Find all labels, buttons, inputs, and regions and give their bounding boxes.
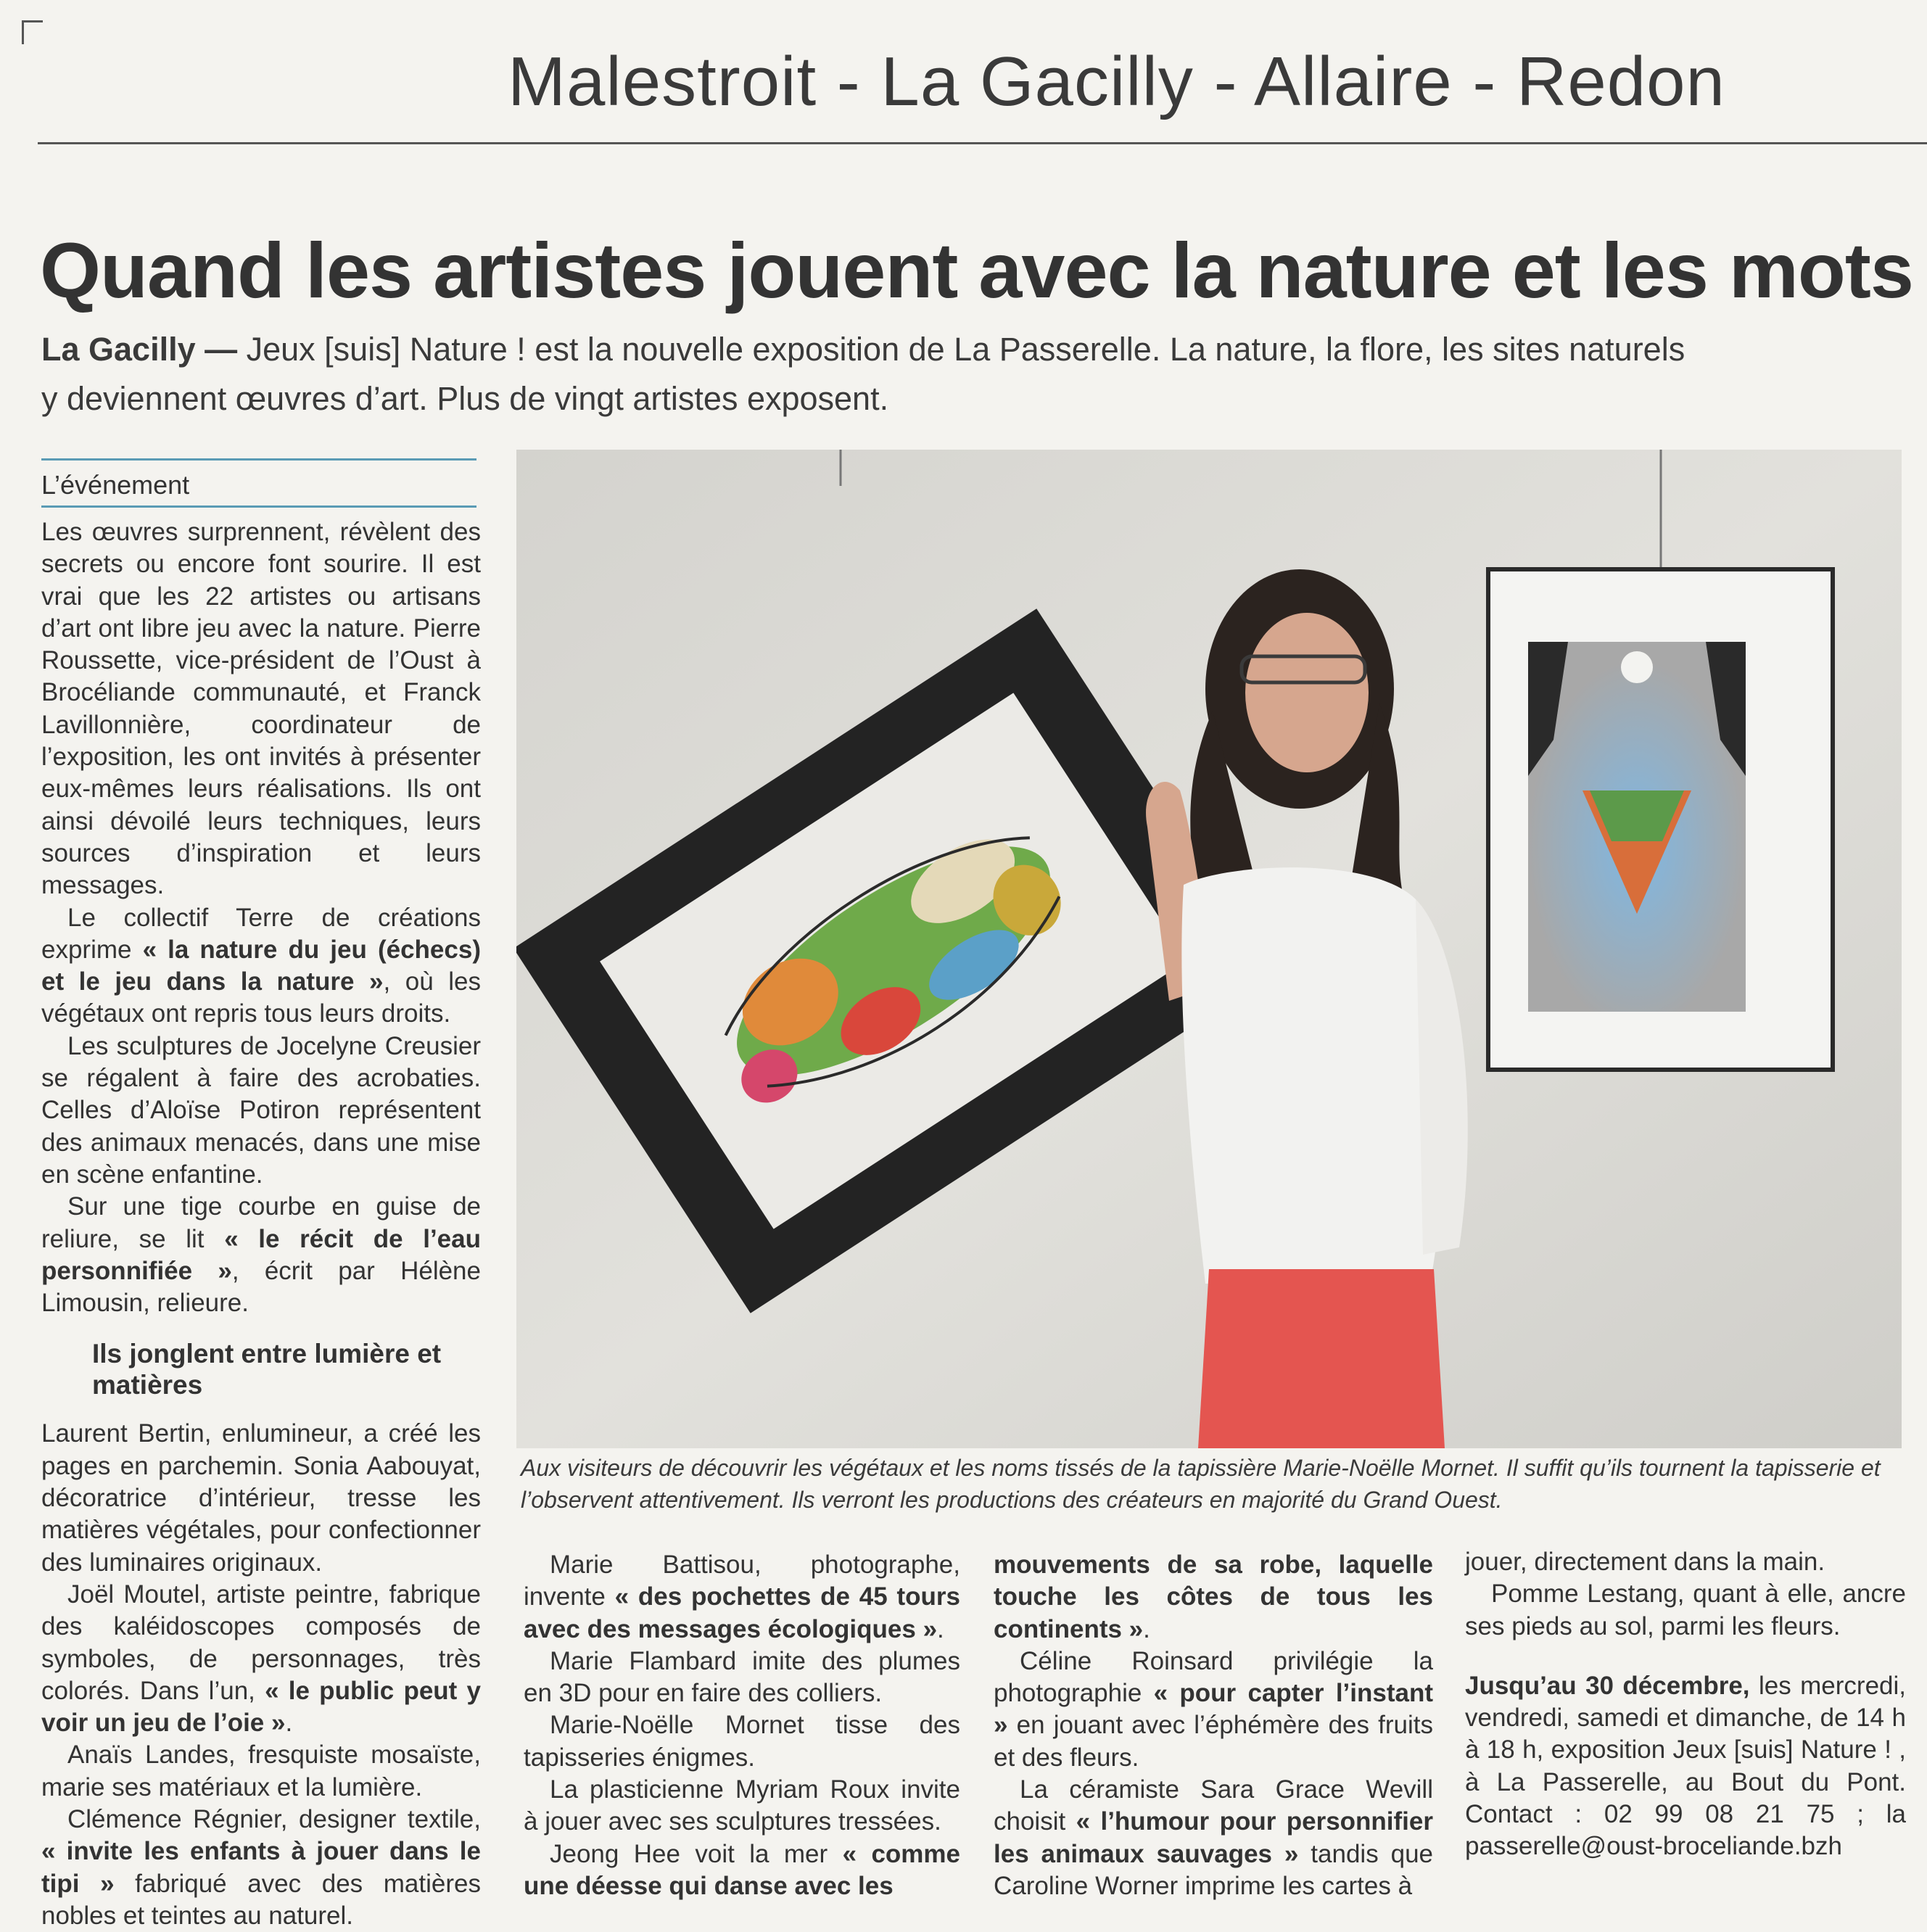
photo-illustration: [516, 450, 1902, 1448]
subheading: Ils jonglent entre lumière et matières: [92, 1339, 442, 1400]
paragraph: Sur une tige courbe en guise de reliure, se lit « le récit de l’eau personnifiée », écrit par Hélène Limousin, relieure.: [41, 1192, 481, 1318]
deadline: Jusqu’au 30 décembre,: [1465, 1671, 1750, 1700]
rubric-label: L’événement: [41, 470, 190, 500]
rubric-rule-bottom: [41, 505, 476, 508]
section-header: Malestroit - La Gacilly - Allaire - Redon: [508, 43, 1725, 120]
paragraph: Les sculptures de Jocelyne Creusier se régalent à faire des acrobaties. Celles d’Aloïse Potiron représentent des animaux menacés, dans une mise en scène enfantine.: [41, 1031, 481, 1189]
photo-caption: Aux visiteurs de découvrir les végétaux et les noms tissés de la tapissière Marie-Noëlle Mornet. Il suffit qu’ils tournent la tapisserie et l’observent attentivement. Ils verront les productions des créateurs en majorité du Grand Ouest.: [521, 1455, 1881, 1513]
practical-info: Jusqu’au 30 décembre, les mercredi, vendredi, samedi et dimanche, de 14 h à 18 h, exposition Jeux [suis] Nature ! , à La Passerelle, au Bout du Pont. Contact : 02 99 08 21 75 ; la passerelle@oust-broceliande.bzh: [1465, 1671, 1906, 1861]
article-lede: [41, 325, 1709, 424]
paragraph: La céramiste Sara Grace Wevill choisit « l’humour pour personnifier les animaux sauvages » tandis que Caroline Worner imprime les cartes à: [994, 1775, 1433, 1900]
paragraph: La plasticienne Myriam Roux invite à jouer avec ses sculptures tressées.: [524, 1775, 960, 1836]
article-photo: [516, 450, 1902, 1448]
header-rule: [38, 142, 1927, 144]
paragraph: Le collectif Terre de créations exprime « la nature du jeu (échecs) et le jeu dans la nature », où les végétaux ont repris tous leurs droits.: [41, 903, 481, 1028]
paragraph: jouer, directement dans la main.: [1465, 1548, 1825, 1576]
paragraph: Marie-Noëlle Mornet tisse des tapisseries énigmes.: [524, 1711, 960, 1772]
paragraph: Les œuvres surprennent, révèlent des secrets ou encore font sourire. Il est vrai que les 22 artistes ou artisans d’art ont libre jeu avec la nature. Pierre Roussette, vice-président de l’Oust à Brocéliande communauté, et Franck Lavillonnière, coordinateur de l’exposition, les ont invités à présenter eux-mêmes leurs réalisations. Ils ont ainsi dévoilé leurs techniques, leurs sources d’inspiration et leurs messages.: [41, 518, 481, 900]
article-column-1: [41, 516, 481, 1932]
article-column-2: [524, 1549, 960, 1902]
dateline: La Gacilly —: [41, 331, 238, 368]
paragraph: Pomme Lestang, quant à elle, ancre ses pieds au sol, parmi les fleurs.: [1465, 1580, 1906, 1640]
paragraph: Marie Battisou, photographe, invente « des pochettes de 45 tours avec des messages écologiques ».: [524, 1551, 960, 1643]
crop-mark: [22, 20, 43, 44]
paragraph: Marie Flambard imite des plumes en 3D pour en faire des colliers.: [524, 1646, 960, 1708]
paragraph: Joël Moutel, artiste peintre, fabrique des kaléidoscopes composés de symboles, de personnages, très colorés. Dans l’un, « le public peut y voir un jeu de l’oie ».: [41, 1580, 482, 1738]
paragraph: mouvements de sa robe, laquelle touche les côtes de tous les continents ».: [994, 1551, 1433, 1643]
article-column-3: [994, 1549, 1433, 1902]
article-headline: Quand les artistes jouent avec la nature et les mots: [40, 226, 1913, 314]
paragraph: Clémence Régnier, designer textile, « invite les enfants à jouer dans le tipi » fabriqué avec des matières nobles et teintes au naturel.: [41, 1804, 481, 1930]
paragraph: Jeong Hee voit la mer « comme une déesse qui danse avec les: [524, 1839, 960, 1900]
paragraph: Anaïs Landes, fresquiste mosaïste, marie ses matériaux et la lumière.: [41, 1741, 481, 1801]
article-column-4: [1465, 1546, 1906, 1863]
rubric-rule-top: [41, 458, 476, 461]
lede-text: Jeux [suis] Nature ! est la nouvelle exposition de La Passerelle. La nature, la flore, les sites naturels y deviennent œuvres d’art. Plus de vingt artistes exposent.: [41, 331, 1685, 417]
paragraph: Céline Roinsard privilégie la photographie « pour capter l’instant » en jouant avec l’éphémère des fruits et des fleurs.: [994, 1646, 1433, 1772]
paragraph: Laurent Bertin, enlumineur, a créé les pages en parchemin. Sonia Aabouyat, décoratrice d’intérieur, tresse les matières végétales, pour confectionner des luminaires originaux.: [41, 1419, 481, 1577]
